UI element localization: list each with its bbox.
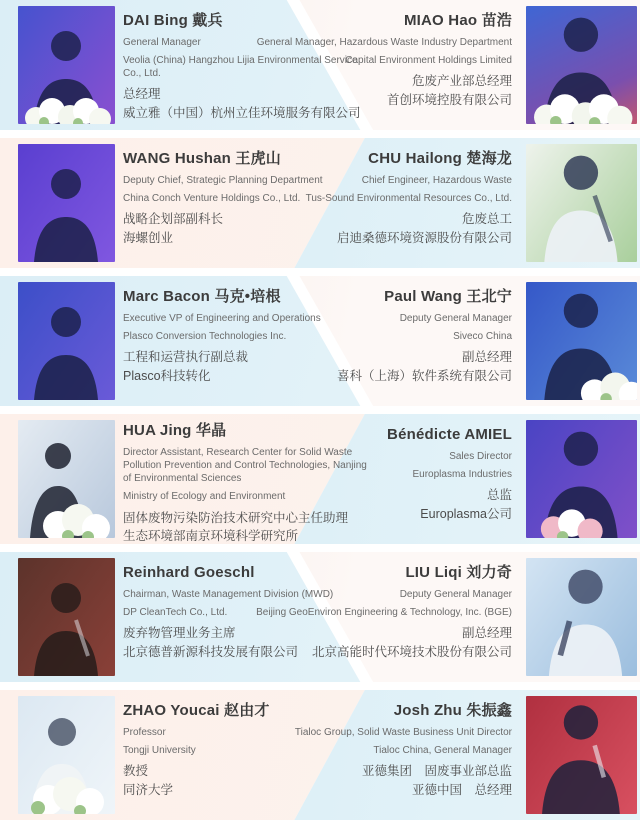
speaker-name: Josh Zhu 朱振鑫 bbox=[393, 702, 512, 719]
speaker-org-en: Capital Environment Holdings Limited bbox=[345, 54, 512, 66]
speaker-row bbox=[0, 552, 640, 682]
speaker-title-en: Deputy General Manager bbox=[399, 588, 512, 600]
person-silhouette-icon bbox=[526, 420, 637, 538]
speaker-org-cn: 喜科（上海）软件系统有限公司 bbox=[336, 368, 512, 383]
speaker-name: Paul Wang 王北宁 bbox=[384, 288, 512, 305]
speaker-card bbox=[320, 276, 640, 406]
speaker-org-en: Europlasma Industries bbox=[412, 468, 512, 480]
speaker-photo bbox=[526, 420, 637, 538]
speaker-title-cn: 总监 bbox=[486, 488, 512, 503]
speaker-card bbox=[305, 138, 640, 268]
speaker-info bbox=[254, 426, 512, 523]
speaker-title-cn: 工程和运营执行副总裁 bbox=[123, 350, 249, 365]
person-silhouette-icon bbox=[18, 144, 115, 262]
speaker-row bbox=[0, 276, 640, 406]
speaker-name: HUA Jing 华晶 bbox=[123, 422, 227, 439]
speaker-title-cn: 亚德集团 固废事业部总监 bbox=[361, 764, 512, 779]
speaker-org-en: Plasco Conversion Technologies Inc. bbox=[123, 330, 287, 342]
speaker-title-en: Professor bbox=[123, 726, 166, 738]
speaker-title-en: Chairman, Waste Management Division (MWD) bbox=[123, 588, 334, 600]
person-silhouette-icon bbox=[18, 282, 115, 400]
speaker-title-cn: 副总经理 bbox=[461, 350, 512, 365]
speaker-org-cn: 首创环境控股有限公司 bbox=[386, 92, 512, 107]
speaker-title-en: General Manager, Hazardous Waste Industry Department bbox=[256, 36, 512, 48]
speaker-photo bbox=[526, 144, 637, 262]
speaker-org-en: Siveco China bbox=[453, 330, 512, 342]
speaker-name: Marc Bacon 马克•培根 bbox=[123, 288, 281, 305]
speaker-title-cn: 危废总工 bbox=[461, 212, 512, 227]
speaker-title-en: Sales Director bbox=[449, 450, 512, 462]
speaker-org-en: DP CleanTech Co., Ltd. bbox=[123, 606, 228, 618]
speaker-org-en: Tus-Sound Environmental Resources Co., Ltd. bbox=[305, 192, 512, 204]
speaker-info bbox=[254, 564, 512, 661]
speaker-title-cn: 固体废物污染防治技术研究中心主任助理 bbox=[123, 510, 349, 525]
speaker-org-cn: 北京德普新源科技发展有限公司 bbox=[123, 644, 299, 659]
speaker-name: Reinhard Goeschl bbox=[123, 564, 255, 581]
speaker-name: CHU Hailong 楚海龙 bbox=[368, 150, 512, 167]
person-silhouette-icon bbox=[526, 696, 637, 814]
speaker-name: Bénédicte AMIEL bbox=[387, 426, 512, 443]
speaker-photo bbox=[526, 558, 637, 676]
speaker-org-cn: Europlasma公司 bbox=[420, 506, 512, 521]
speaker-card bbox=[320, 414, 640, 544]
speaker-title-en: Deputy Chief, Strategic Planning Department bbox=[123, 174, 323, 186]
speaker-name: WANG Hushan 王虎山 bbox=[123, 150, 282, 167]
speaker-name: ZHAO Youcai 赵由才 bbox=[123, 702, 270, 719]
speaker-photo bbox=[18, 6, 115, 124]
person-silhouette-icon bbox=[526, 6, 637, 124]
speaker-org-en: China Conch Venture Holdings Co., Ltd. bbox=[123, 192, 301, 204]
person-silhouette-icon bbox=[526, 282, 637, 400]
speaker-info bbox=[254, 288, 512, 385]
speaker-title-en: Director Assistant, Research Center for Solid Waste Pollution Prevention and Control Technologies, Nanjing of Environmental Sciences bbox=[123, 446, 367, 485]
speaker-title-cn: 废弃物管理业务主席 bbox=[123, 626, 236, 641]
speaker-photo bbox=[526, 282, 637, 400]
speaker-org-en: Tongji University bbox=[123, 744, 196, 756]
speaker-card bbox=[294, 690, 640, 820]
speaker-info bbox=[254, 12, 512, 109]
speaker-info bbox=[254, 150, 512, 247]
speaker-org-cn: 启迪桑德环境资源股份有限公司 bbox=[336, 230, 512, 245]
speaker-row bbox=[0, 414, 640, 544]
speaker-photo bbox=[526, 6, 637, 124]
speaker-org-cn: Plasco科技转化 bbox=[123, 368, 211, 383]
speaker-title-cn: 危废产业部总经理 bbox=[411, 74, 512, 89]
speaker-title-en: Tialoc Group, Solid Waste Business Unit Director bbox=[294, 726, 512, 738]
speaker-name: MIAO Hao 苗浩 bbox=[403, 12, 512, 29]
speaker-org-en: Veolia (China) Hangzhou Lijia Environmental Service Co., Ltd. bbox=[123, 54, 358, 80]
speaker-org-en: Ministry of Ecology and Environment bbox=[123, 491, 286, 503]
speaker-title-cn: 战略企划部副科长 bbox=[123, 212, 224, 227]
person-silhouette-icon bbox=[18, 558, 115, 676]
speaker-photo bbox=[18, 282, 115, 400]
speaker-org-cn: 威立雅（中国）杭州立佳环境服务有限公司 bbox=[123, 105, 361, 120]
speaker-org-cn: 亚德中国 总经理 bbox=[411, 782, 512, 797]
speaker-org-cn: 海螺创业 bbox=[123, 230, 174, 245]
speaker-title-en: Executive VP of Engineering and Operations bbox=[123, 312, 321, 324]
speaker-title-cn: 总经理 bbox=[123, 87, 161, 102]
person-silhouette-icon bbox=[18, 6, 115, 124]
speaker-row bbox=[0, 0, 640, 130]
person-silhouette-icon bbox=[18, 696, 115, 814]
speaker-name: DAI Bing 戴兵 bbox=[123, 12, 223, 29]
speaker-card bbox=[256, 552, 640, 682]
speaker-photo bbox=[18, 144, 115, 262]
speaker-title-en: Chief Engineer, Hazardous Waste bbox=[361, 174, 512, 186]
speaker-title-cn: 教授 bbox=[123, 764, 149, 779]
speaker-title-en: Deputy General Manager bbox=[399, 312, 512, 324]
person-silhouette-icon bbox=[526, 144, 637, 262]
speaker-name: LIU Liqi 刘力奇 bbox=[405, 564, 512, 581]
speaker-title-cn: 副总经理 bbox=[461, 626, 512, 641]
speaker-org-cn: 生态环境部南京环境科学研究所 bbox=[123, 529, 299, 543]
speaker-row bbox=[0, 690, 640, 820]
speaker-card bbox=[256, 0, 640, 130]
speaker-org-cn: 北京高能时代环境技术股份有限公司 bbox=[311, 644, 512, 659]
speaker-org-cn: 同济大学 bbox=[123, 782, 174, 797]
person-silhouette-icon bbox=[526, 558, 637, 676]
speaker-info bbox=[254, 702, 512, 799]
speaker-photo bbox=[18, 420, 115, 538]
speaker-photo bbox=[526, 696, 637, 814]
speaker-row bbox=[0, 138, 640, 268]
speaker-title-en: General Manager bbox=[123, 36, 201, 48]
speaker-photo bbox=[18, 696, 115, 814]
person-silhouette-icon bbox=[18, 420, 115, 538]
speaker-org-en: Beijing GeoEnviron Engineering & Technology, Inc. (BGE) bbox=[256, 606, 512, 618]
speaker-photo bbox=[18, 558, 115, 676]
speaker-org-en: Tialoc China, General Manager bbox=[373, 744, 512, 756]
